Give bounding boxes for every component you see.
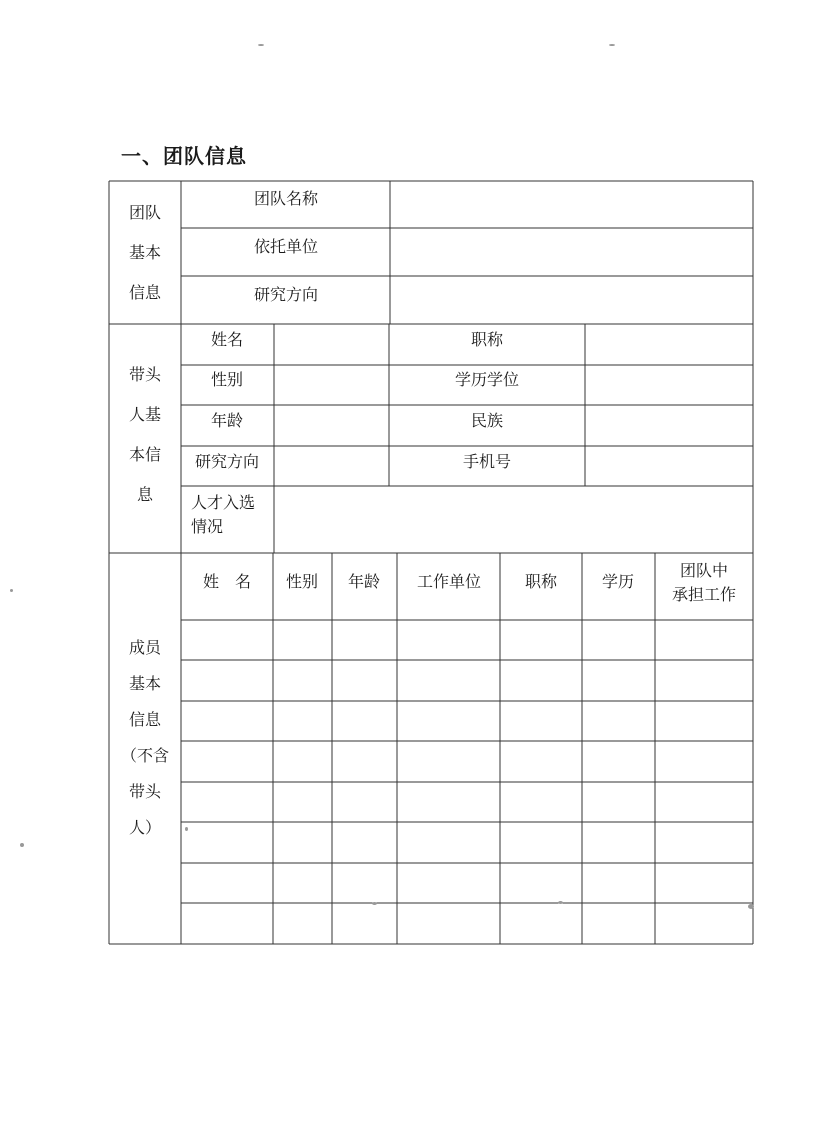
- member-age-cell[interactable]: [333, 783, 396, 821]
- member-gender-cell[interactable]: [274, 783, 331, 821]
- member-education-cell[interactable]: [583, 904, 654, 943]
- members-info-group-label-line: 人）: [128, 818, 162, 837]
- team-name-field[interactable]: [391, 182, 752, 227]
- leader-info-group-label-line: 息: [136, 485, 154, 504]
- leader-info-group-label-line: 带头: [128, 365, 162, 384]
- members-info-group-label-line: 基本: [128, 674, 162, 693]
- members-info-group-label: [121, 630, 169, 846]
- member-work-unit-cell[interactable]: [398, 864, 499, 902]
- member-education-cell[interactable]: [583, 864, 654, 902]
- members-info-group-label-line: （不含: [120, 746, 170, 765]
- member-work-unit-cell[interactable]: [398, 661, 499, 700]
- member-age-cell[interactable]: [333, 904, 396, 943]
- member-work-unit-cell[interactable]: [398, 904, 499, 943]
- leader-title-field[interactable]: [586, 325, 752, 364]
- member-team-role-cell[interactable]: [656, 904, 752, 943]
- scan-speck: [609, 44, 615, 46]
- research-direction-label: 研究方向: [253, 285, 319, 304]
- member-header-education: 学历: [601, 572, 635, 591]
- scan-speck: [185, 827, 188, 831]
- member-education-cell[interactable]: [583, 661, 654, 700]
- member-work-unit-cell[interactable]: [398, 783, 499, 821]
- talent-selection-label-line: 情况: [191, 517, 224, 536]
- member-gender-cell[interactable]: [274, 621, 331, 659]
- talent-selection-label-line: 人才入选: [191, 493, 256, 512]
- member-header-team-role: [672, 559, 736, 607]
- scan-speck: [20, 843, 24, 847]
- member-name-cell[interactable]: [182, 904, 272, 943]
- member-title-cell[interactable]: [501, 702, 581, 740]
- talent-selection-field[interactable]: [275, 487, 752, 552]
- member-age-cell[interactable]: [333, 823, 396, 862]
- member-header-team-role-line: 承担工作: [671, 585, 737, 604]
- member-education-cell[interactable]: [583, 702, 654, 740]
- member-team-role-cell[interactable]: [656, 823, 752, 862]
- member-team-role-cell[interactable]: [656, 702, 752, 740]
- member-title-cell[interactable]: [501, 823, 581, 862]
- host-unit-label: 依托单位: [253, 237, 319, 256]
- member-age-cell[interactable]: [333, 702, 396, 740]
- scan-speck: [10, 589, 13, 592]
- member-age-cell[interactable]: [333, 661, 396, 700]
- member-title-cell[interactable]: [501, 621, 581, 659]
- member-name-cell[interactable]: [182, 783, 272, 821]
- member-name-cell[interactable]: [182, 823, 272, 862]
- leader-ethnicity-field[interactable]: [586, 406, 752, 445]
- member-work-unit-cell[interactable]: [398, 621, 499, 659]
- member-team-role-cell[interactable]: [656, 661, 752, 700]
- leader-research-label: 研究方向: [194, 452, 260, 471]
- member-name-cell[interactable]: [182, 742, 272, 781]
- member-team-role-cell[interactable]: [656, 742, 752, 781]
- member-name-cell[interactable]: [182, 661, 272, 700]
- team-name-label: 团队名称: [253, 189, 319, 208]
- member-title-cell[interactable]: [501, 661, 581, 700]
- members-info-group-label-line: 成员: [128, 638, 162, 657]
- member-header-team-role-line: 团队中: [679, 561, 729, 580]
- member-title-cell[interactable]: [501, 742, 581, 781]
- scan-speck: [748, 904, 754, 909]
- member-education-cell[interactable]: [583, 742, 654, 781]
- leader-phone-label: 手机号: [462, 452, 512, 471]
- team-info-group-label-line: 团队: [128, 203, 162, 222]
- leader-gender-field[interactable]: [275, 366, 388, 404]
- research-direction-field[interactable]: [391, 277, 752, 323]
- member-name-cell[interactable]: [182, 621, 272, 659]
- member-header-age: 年龄: [347, 572, 381, 591]
- member-age-cell[interactable]: [333, 864, 396, 902]
- member-title-cell[interactable]: [501, 904, 581, 943]
- member-title-cell[interactable]: [501, 864, 581, 902]
- scan-speck: [372, 902, 377, 905]
- leader-age-label: 年龄: [210, 411, 244, 430]
- leader-info-group-label-line: 人基: [128, 405, 162, 424]
- member-team-role-cell[interactable]: [656, 864, 752, 902]
- member-gender-cell[interactable]: [274, 742, 331, 781]
- scan-speck: [558, 901, 563, 904]
- member-age-cell[interactable]: [333, 621, 396, 659]
- page-title: 一、团队信息: [121, 144, 247, 168]
- member-education-cell[interactable]: [583, 621, 654, 659]
- members-info-group-label-line: 带头: [128, 782, 162, 801]
- member-name-cell[interactable]: [182, 864, 272, 902]
- member-title-cell[interactable]: [501, 783, 581, 821]
- leader-age-field[interactable]: [275, 406, 388, 445]
- member-age-cell[interactable]: [333, 742, 396, 781]
- talent-selection-label: [191, 491, 255, 539]
- member-education-cell[interactable]: [583, 783, 654, 821]
- members-info-group-label-line: 信息: [128, 710, 162, 729]
- team-info-group-label: [129, 193, 161, 313]
- member-header-name: 姓 名: [202, 572, 252, 591]
- leader-degree-label: 学历学位: [454, 370, 520, 389]
- member-work-unit-cell[interactable]: [398, 742, 499, 781]
- member-header-work-unit: 工作单位: [416, 572, 482, 591]
- member-work-unit-cell[interactable]: [398, 823, 499, 862]
- member-header-gender: 性别: [285, 572, 319, 591]
- leader-gender-label: 性别: [210, 370, 244, 389]
- member-gender-cell[interactable]: [274, 904, 331, 943]
- leader-research-field[interactable]: [275, 447, 388, 485]
- member-work-unit-cell[interactable]: [398, 702, 499, 740]
- member-team-role-cell[interactable]: [656, 621, 752, 659]
- leader-info-group-label: [129, 355, 161, 515]
- leader-phone-field[interactable]: [586, 447, 752, 485]
- scan-speck: [258, 44, 264, 46]
- team-info-group-label-line: 信息: [128, 283, 162, 302]
- member-header-title: 职称: [524, 572, 558, 591]
- leader-title-label: 职称: [470, 330, 504, 349]
- leader-degree-field[interactable]: [586, 366, 752, 404]
- member-gender-cell[interactable]: [274, 864, 331, 902]
- leader-name-label: 姓名: [210, 330, 244, 349]
- leader-name-field[interactable]: [275, 325, 388, 364]
- leader-info-group-label-line: 本信: [128, 445, 162, 464]
- member-gender-cell[interactable]: [274, 702, 331, 740]
- member-name-cell[interactable]: [182, 702, 272, 740]
- member-gender-cell[interactable]: [274, 823, 331, 862]
- member-gender-cell[interactable]: [274, 661, 331, 700]
- team-info-group-label-line: 基本: [128, 243, 162, 262]
- member-team-role-cell[interactable]: [656, 783, 752, 821]
- host-unit-field[interactable]: [391, 229, 752, 275]
- leader-ethnicity-label: 民族: [470, 411, 504, 430]
- member-education-cell[interactable]: [583, 823, 654, 862]
